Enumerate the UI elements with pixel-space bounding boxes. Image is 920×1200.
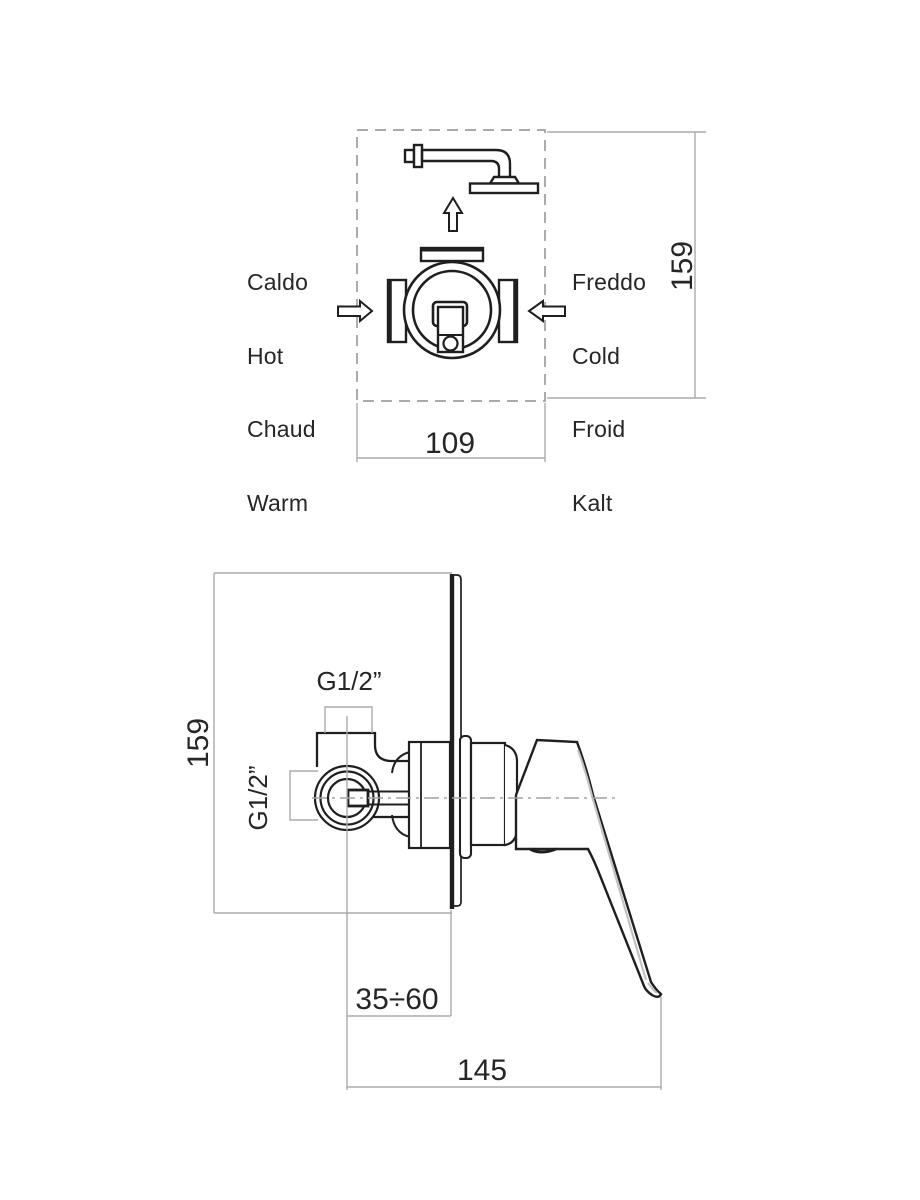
cold-label-fr: Froid <box>572 416 626 442</box>
side-height-dimension: 159 <box>182 717 215 769</box>
shower-arm <box>405 145 538 193</box>
outlet-up-arrow <box>444 198 462 231</box>
front-width-dimension: 109 <box>424 427 476 460</box>
cold-inlet-arrow <box>529 301 565 321</box>
cold-label-de: Kalt <box>572 489 613 516</box>
hot-label-en: Hot <box>247 342 284 369</box>
valve-body-side <box>315 733 410 837</box>
cartridge-housing <box>409 742 450 848</box>
hot-label-fr: Chaud <box>247 416 316 442</box>
hot-inlet-arrow <box>338 301 372 321</box>
cold-label-en: Cold <box>572 342 621 369</box>
length-dimension: 145 <box>456 1054 508 1087</box>
hot-label-de: Warm <box>247 489 309 516</box>
trim-and-handle <box>460 736 661 997</box>
front-view-drawing <box>338 130 706 462</box>
cold-label-it: Freddo <box>572 269 647 295</box>
side-thread-label: G1/2” <box>243 765 273 831</box>
handle-sleeve <box>471 743 505 845</box>
cold-water-labels <box>572 221 646 564</box>
screw-hole <box>444 337 458 351</box>
shower-head <box>470 184 538 194</box>
hot-water-labels <box>247 221 316 564</box>
hot-label-it: Caldo <box>247 269 309 295</box>
escutcheon <box>460 736 471 858</box>
front-height-dimension: 159 <box>666 240 699 292</box>
depth-range-dimension: 35÷60 <box>355 983 439 1016</box>
top-thread-label: G1/2” <box>316 666 382 696</box>
valve-body-front <box>388 248 517 358</box>
